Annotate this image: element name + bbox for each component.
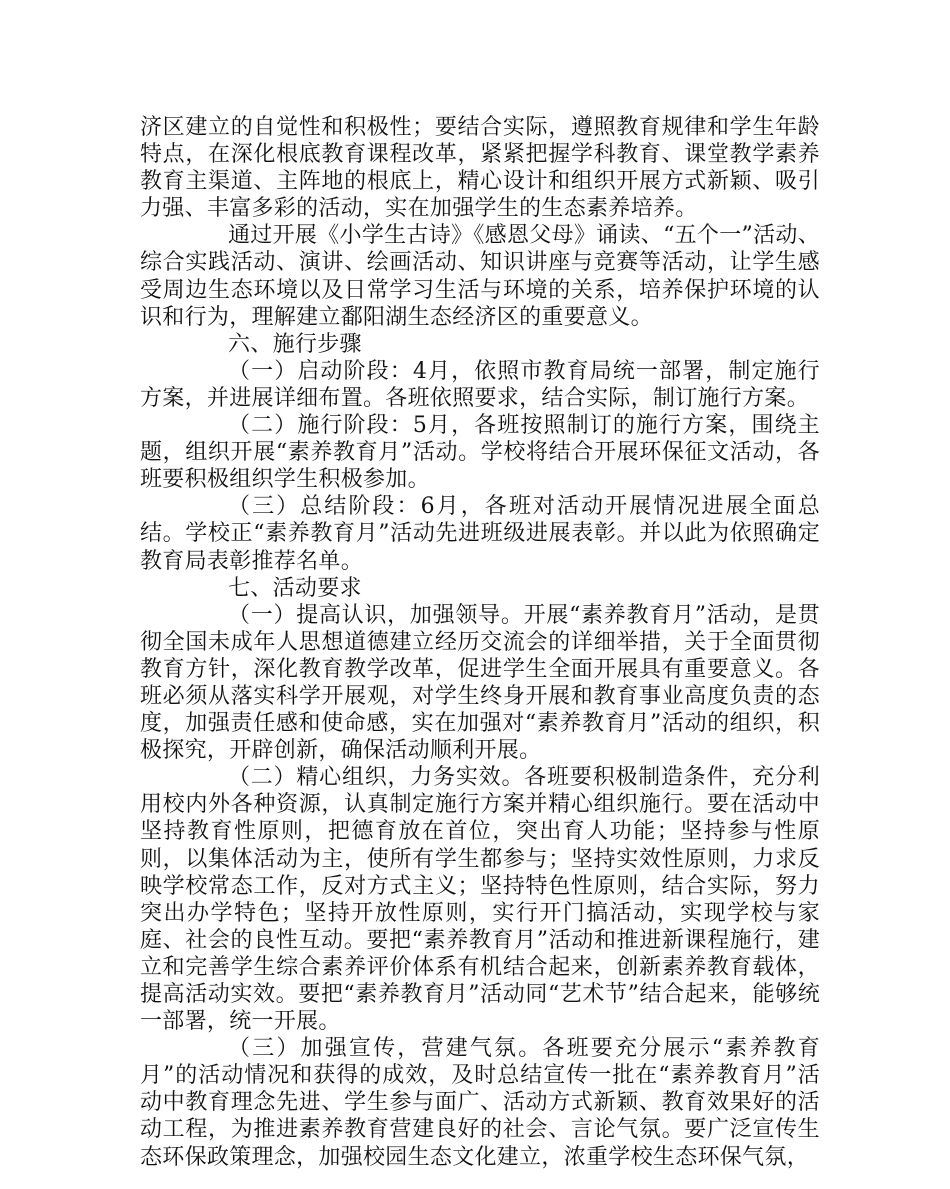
paragraph-activities: 通过开展《小学生古诗》《感恩父母》诵读、“五个一”活动、综合实践活动、演讲、绘画活动、知识讲座与竞赛等活动，让学生感受周边生态环境以及日常学习生活与环境的关系，培养保护环境的认识和行为，理解建立鄱阳湖生态经济区的重要意义。 [140,223,820,330]
section-heading-requirements: 七、活动要求 [228,575,362,601]
paragraph-step-summary: （三）总结阶段：6月，各班对活动开展情况进展全面总结。学校正“素养教育月”活动先进班级进展表彰。并以此为依照确定教育局表彰推荐名单。 [140,494,820,574]
paragraph-step-implement: （二）施行阶段：5月，各班按照制订的施行方案，围绕主题，组织开展“素养教育月”活动。学校将结合开展环保征文活动，各班要积极组织学生积极参加。 [140,413,820,493]
section-heading-steps: 六、施行步骤 [228,331,362,357]
paragraph-continuation: 济区建立的自觉性和积极性；要结合实际，遵照教育规律和学生年龄特点，在深化根底教育课程改革，紧紧把握学科教育、课堂教学素养教育主渠道、主阵地的根底上，精心设计和组织开展方式新颖、吸引力强、丰富多彩的活动，实在加强学生的生态素养培养。 [140,115,820,222]
paragraph-requirement-2: （二）精心组织，力务实效。各班要积极制造条件，充分利用校内外各种资源，认真制定施行方案并精心组织施行。要在活动中坚持教育性原则，把德育放在首位，突出育人功能；坚持参与性原则，以集体活动为主，使所有学生都参与；坚持实效性原则，力求反映学校常态工作，反对方式主义；坚持特色性原则，结合实际，努力突出办学特色；坚持开放性原则，实行开门搞活动，实现学校与家庭、社会的良性互动。要把“素养教育月”活动和推进新课程施行，建立和完善学生综合素养评价体系有机结合起来，创新素养教育载体，提高活动实效。要把“素养教育月”活动同“艺术节”结合起来，能够统一部署，统一开展。 [140,765,820,1035]
paragraph-requirement-1: （一）提高认识，加强领导。开展“素养教育月”活动，是贯彻全国未成年人思想道德建立经历交流会的详细举措，关于全面贯彻教育方针，深化教育教学改革，促进学生全面开展具有重要意义。各班必须从落实科学开展观，对学生终身开展和教育事业高度负责的态度，加强责任感和使命感，实在加强对“素养教育月”活动的组织，积极探究，开辟创新，确保活动顺利开展。 [140,602,820,764]
paragraph-requirement-3: （三）加强宣传，营建气氛。各班要充分展示“素养教育月”的活动情况和获得的成效，及时总结宣传一批在“素养教育月”活动中教育理念先进、学生参与面广、活动方式新颖、教育效果好的活动工程，为推进素养教育营建良好的社会、言论气氛。要广泛宣传生态环保政策理念，加强校园生态文化建立，浓重学校生态环保气氛， [140,1036,820,1170]
paragraph-step-start: （一）启动阶段：4月，依照市教育局统一部署，制定施行方案，并进展详细布置。各班依照要求，结合实际，制订施行方案。 [140,358,820,411]
document-body [140,114,820,1171]
